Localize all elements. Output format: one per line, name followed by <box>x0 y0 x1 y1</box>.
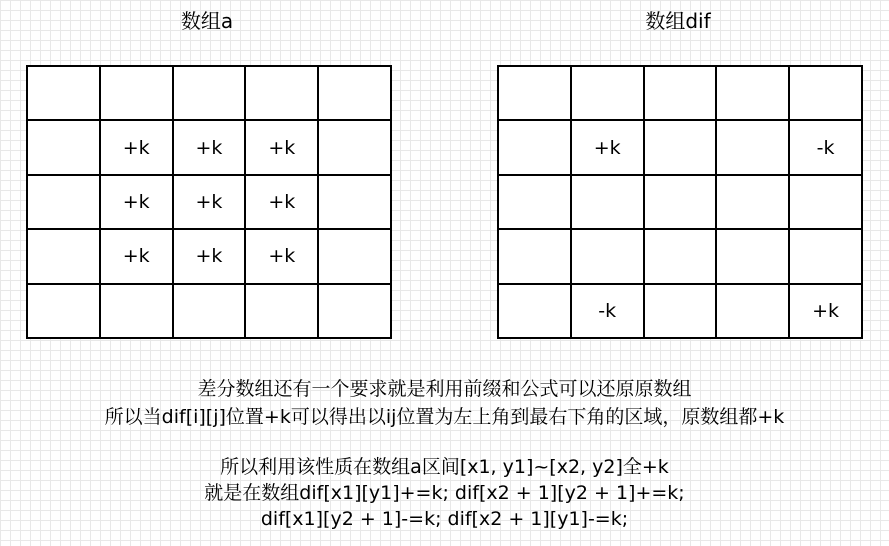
grid-cell <box>28 285 101 339</box>
grid-cell <box>645 121 718 175</box>
grid-cell <box>28 230 101 284</box>
grid-cell <box>572 176 645 230</box>
grid-cell: +k <box>572 121 645 175</box>
explanation-line-5: dif[x1][y2 + 1]-=k; dif[x2 + 1][y1]-=k; <box>260 508 629 530</box>
grid-cell <box>790 67 863 121</box>
grid-cell: -k <box>790 121 863 175</box>
grid-cell: +k <box>101 121 174 175</box>
grid-cell <box>499 230 572 284</box>
grid-cell: +k <box>174 230 247 284</box>
grid-cell <box>717 121 790 175</box>
grid-cell <box>246 67 319 121</box>
grid-cell: +k <box>101 176 174 230</box>
grid-cell <box>246 285 319 339</box>
grid-cell: +k <box>174 176 247 230</box>
grid-cell <box>28 176 101 230</box>
grid-cell <box>499 67 572 121</box>
grid-cell <box>28 121 101 175</box>
grid-cell <box>572 230 645 284</box>
grid-cell <box>717 67 790 121</box>
grid-cell <box>101 67 174 121</box>
grid-cell <box>499 121 572 175</box>
grid-cell <box>645 230 718 284</box>
grid-cell <box>572 67 645 121</box>
grid-cell <box>499 176 572 230</box>
array-dif-grid <box>497 65 863 339</box>
grid-cell <box>319 285 392 339</box>
grid-cell <box>790 176 863 230</box>
grid-cell <box>717 230 790 284</box>
grid-cell <box>790 230 863 284</box>
grid-cell <box>717 176 790 230</box>
grid-cell <box>717 285 790 339</box>
grid-cell: +k <box>246 176 319 230</box>
explanation-line-4: 就是在数组dif[x1][y1]+=k; dif[x2 + 1][y2 + 1]+=k; <box>204 482 685 504</box>
grid-cell <box>645 67 718 121</box>
grid-cell <box>319 67 392 121</box>
grid-cell <box>28 67 101 121</box>
grid-cell: +k <box>790 285 863 339</box>
grid-cell <box>319 230 392 284</box>
explanation-line-1: 差分数组还有一个要求就是利用前缀和公式可以还原原数组 <box>197 378 692 400</box>
array-dif-title: 数组dif <box>645 9 711 33</box>
grid-cell: +k <box>174 121 247 175</box>
grid-cell <box>645 176 718 230</box>
explanation-line-2: 所以当dif[i][j]位置+k可以得出以ij位置为左上角到最右下角的区域，原数组都+k <box>104 406 785 428</box>
grid-cell: +k <box>101 230 174 284</box>
grid-cell: +k <box>246 230 319 284</box>
grid-cell: -k <box>572 285 645 339</box>
grid-cell <box>101 285 174 339</box>
grid-cell: +k <box>246 121 319 175</box>
grid-cell <box>499 285 572 339</box>
grid-cell <box>174 285 247 339</box>
array-a-title: 数组a <box>180 9 234 33</box>
array-a-grid <box>26 65 392 339</box>
grid-cell <box>174 67 247 121</box>
explanation-line-3: 所以利用该性质在数组a区间[x1, y1]~[x2, y2]全+k <box>220 456 669 478</box>
grid-cell <box>645 285 718 339</box>
grid-cell <box>319 176 392 230</box>
grid-cell <box>319 121 392 175</box>
